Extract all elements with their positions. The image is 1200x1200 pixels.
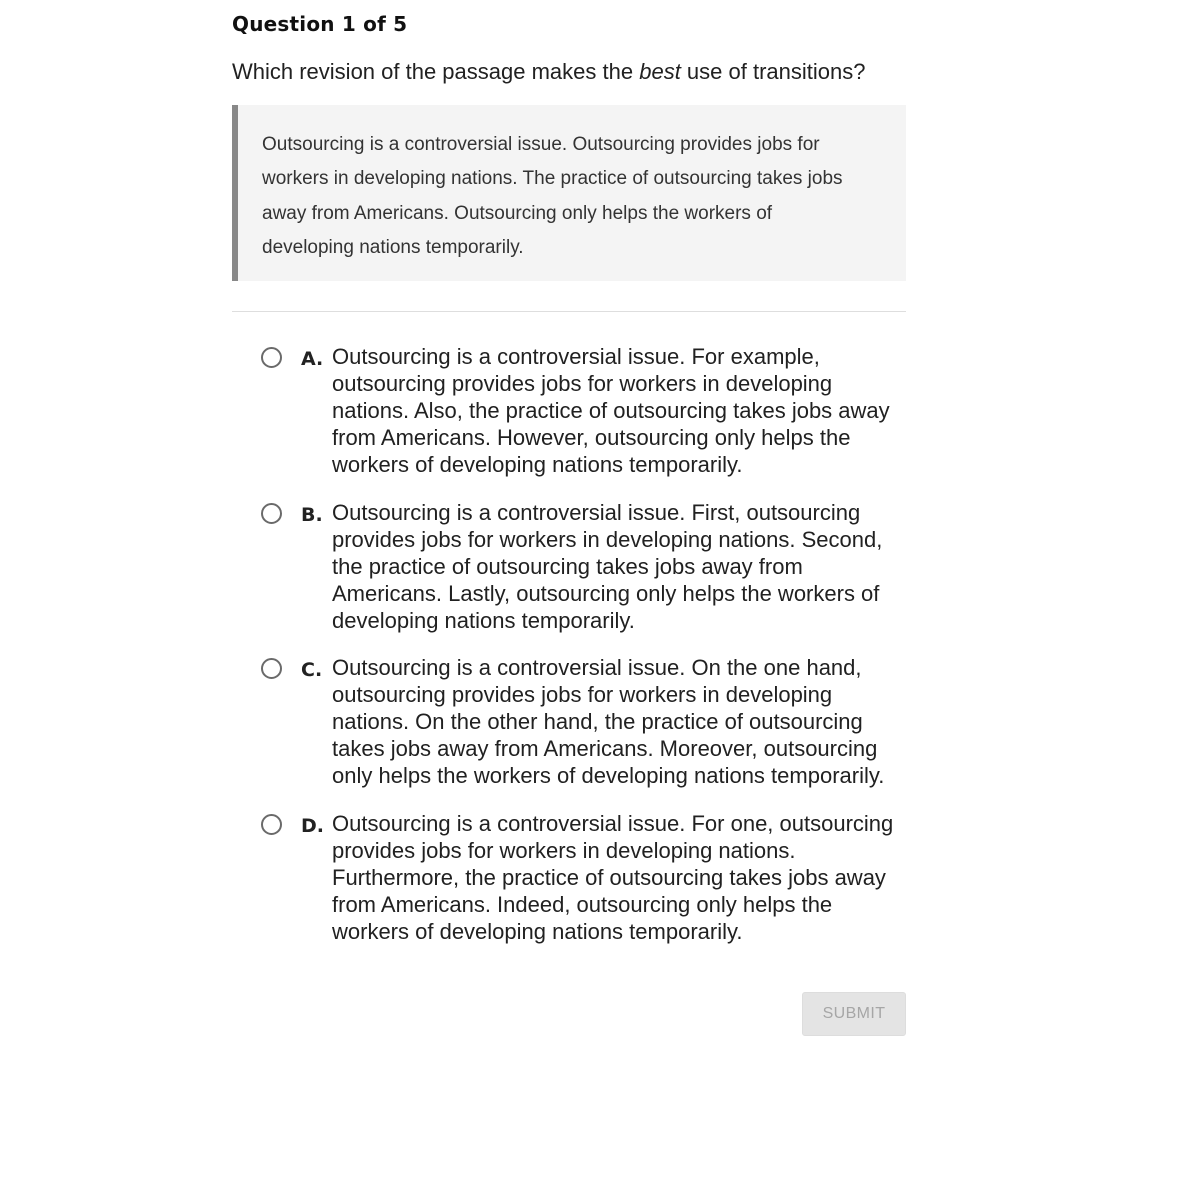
prompt-text-start: Which revision of the passage makes the [232, 59, 640, 84]
option-line: from Americans. However, outsourcing only helps the [332, 425, 851, 450]
option-line: nations. On the other hand, the practice of outsourcing [332, 709, 863, 734]
radio-button-b[interactable] [261, 503, 282, 524]
option-line: Outsourcing is a controversial issue. For one, outsourcing [332, 811, 894, 836]
option-line: Outsourcing is a controversial issue. First, outsourcing [332, 500, 861, 525]
question-counter: Question 1 of 5 [232, 12, 408, 36]
option-line: nations. Also, the practice of outsourcing takes jobs away [332, 398, 890, 423]
option-text-d[interactable] [332, 810, 902, 945]
passage-line: away from Americans. Outsourcing only helps the workers of [262, 202, 773, 224]
option-line: outsourcing provides jobs for workers in developing [332, 371, 833, 396]
submit-button[interactable]: SUBMIT [802, 992, 906, 1036]
option-line: workers of developing nations temporarily. [332, 919, 743, 944]
option-line: Outsourcing is a controversial issue. On the one hand, [332, 655, 862, 680]
option-letter-b: B. [301, 504, 323, 526]
passage-box [232, 105, 906, 281]
radio-button-a[interactable] [261, 347, 282, 368]
passage-line: Outsourcing is a controversial issue. Outsourcing provides jobs for [262, 134, 820, 155]
option-line: the practice of outsourcing takes jobs away from [332, 554, 803, 579]
option-line: workers of developing nations temporarily. [332, 452, 743, 477]
divider [232, 311, 906, 312]
option-line: from Americans. Indeed, outsourcing only helps the [332, 892, 833, 917]
option-line: developing nations temporarily. [332, 608, 635, 633]
option-text-b[interactable] [332, 499, 902, 634]
option-letter-a: A. [301, 348, 324, 370]
prompt-emphasis: best [639, 59, 681, 84]
option-letter-c: C. [301, 659, 323, 681]
radio-button-c[interactable] [261, 658, 282, 679]
question-prompt [232, 59, 865, 85]
radio-button-d[interactable] [261, 814, 282, 835]
option-line: Furthermore, the practice of outsourcing takes jobs away [332, 865, 886, 890]
option-text-c[interactable] [332, 654, 902, 789]
option-line: provides jobs for workers in developing nations. Second, [332, 527, 883, 552]
option-line: only helps the workers of developing nations temporarily. [332, 763, 885, 788]
option-line: takes jobs away from Americans. Moreover, outsourcing [332, 736, 878, 761]
passage-line: workers in developing nations. The practice of outsourcing takes jobs [262, 168, 843, 190]
option-letter-d: D. [301, 815, 324, 837]
option-text-a[interactable] [332, 343, 902, 478]
option-line: outsourcing provides jobs for workers in developing [332, 682, 833, 707]
prompt-text-end: use of transitions? [680, 59, 866, 84]
option-line: Americans. Lastly, outsourcing only helps the workers of [332, 581, 880, 606]
option-line: provides jobs for workers in developing nations. [332, 838, 796, 863]
option-line: Outsourcing is a controversial issue. For example, [332, 344, 820, 369]
passage-line: developing nations temporarily. [262, 236, 524, 258]
